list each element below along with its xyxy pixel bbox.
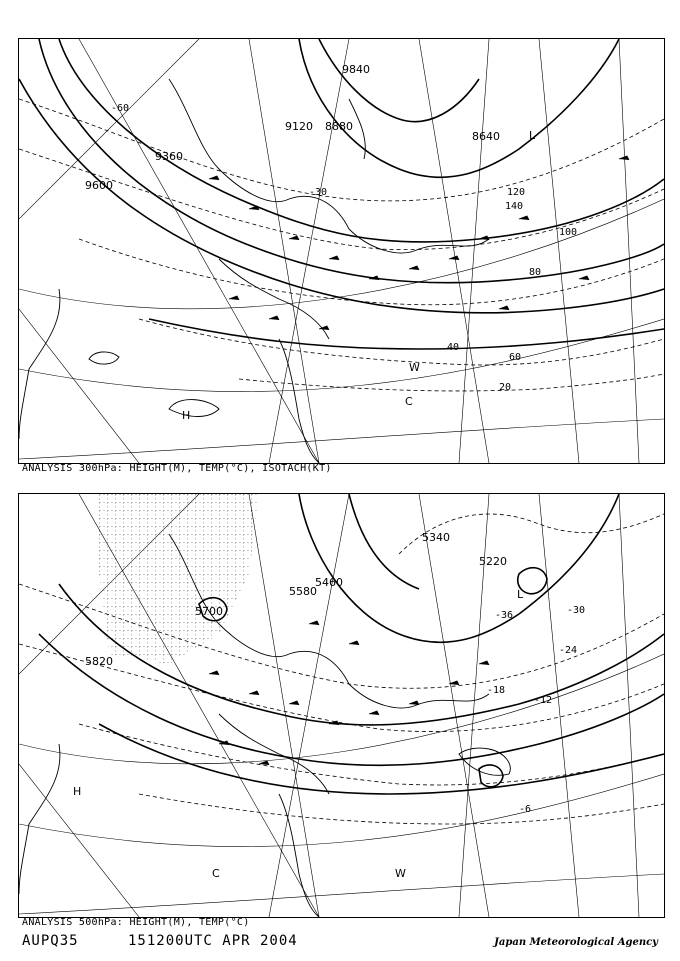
isotach-label: 60 <box>509 352 522 363</box>
temperature-labels-300 <box>111 103 327 198</box>
cold-center-label: C <box>212 867 220 880</box>
high-center-label: H <box>73 785 82 798</box>
warm-center-label: W <box>409 361 420 374</box>
height-labels-300 <box>85 63 500 192</box>
isotach-label: 100 <box>559 227 578 238</box>
cold-center-label: C <box>405 395 413 408</box>
height-label: 9840 <box>342 63 370 76</box>
temperature-label: -36 <box>495 610 514 621</box>
isotach-labels-300 <box>447 187 577 393</box>
low-center-label: L <box>529 129 536 142</box>
caption-300hpa: ANALYSIS 300hPa: HEIGHT(M), TEMP(°C), ISOTACH(KT) <box>22 463 332 474</box>
height-label: 8880 <box>325 120 353 133</box>
high-center-label: H <box>182 409 191 422</box>
chart-code: AUPQ35 <box>22 933 79 949</box>
map-300hpa-canvas <box>19 39 664 463</box>
temperature-label: -6 <box>519 804 532 815</box>
isotach-label: 20 <box>499 382 512 393</box>
height-label: 5460 <box>315 576 343 589</box>
valid-time: 151200UTC APR 2004 <box>128 933 298 949</box>
temperature-label: -12 <box>534 695 553 706</box>
caption-500hpa: ANALYSIS 500hPa: HEIGHT(M), TEMP(°C) <box>22 917 250 928</box>
height-label: 5820 <box>85 655 113 668</box>
temperature-label: -30 <box>309 187 328 198</box>
height-label: 9360 <box>155 150 183 163</box>
height-label: 5580 <box>289 585 317 598</box>
height-label: 5700 <box>195 605 223 618</box>
height-label: 9600 <box>85 179 113 192</box>
temperature-label: -60 <box>111 103 130 114</box>
wind-barbs <box>209 156 629 330</box>
map-panel-300hpa <box>18 38 665 464</box>
height-contours <box>19 39 664 349</box>
coastlines <box>19 534 510 917</box>
temperature-label: -18 <box>487 685 506 696</box>
height-label: 9120 <box>285 120 313 133</box>
isotach-label: 80 <box>529 267 542 278</box>
isotach-label: 140 <box>505 201 524 212</box>
temperature-label: -30 <box>567 605 586 616</box>
isotach-label: 120 <box>507 187 526 198</box>
temperature-labels-500 <box>487 605 585 815</box>
warm-center-label: W <box>395 867 406 880</box>
agency-name: Japan Meteorological Agency <box>494 937 658 948</box>
map-500hpa-canvas <box>19 494 664 917</box>
height-label: 5340 <box>422 531 450 544</box>
height-label: 8640 <box>472 130 500 143</box>
low-center-label: L <box>517 588 524 601</box>
height-label: 5220 <box>479 555 507 568</box>
isotach-label: 40 <box>447 342 460 353</box>
map-panel-500hpa <box>18 493 665 918</box>
temperature-label: -24 <box>559 645 578 656</box>
